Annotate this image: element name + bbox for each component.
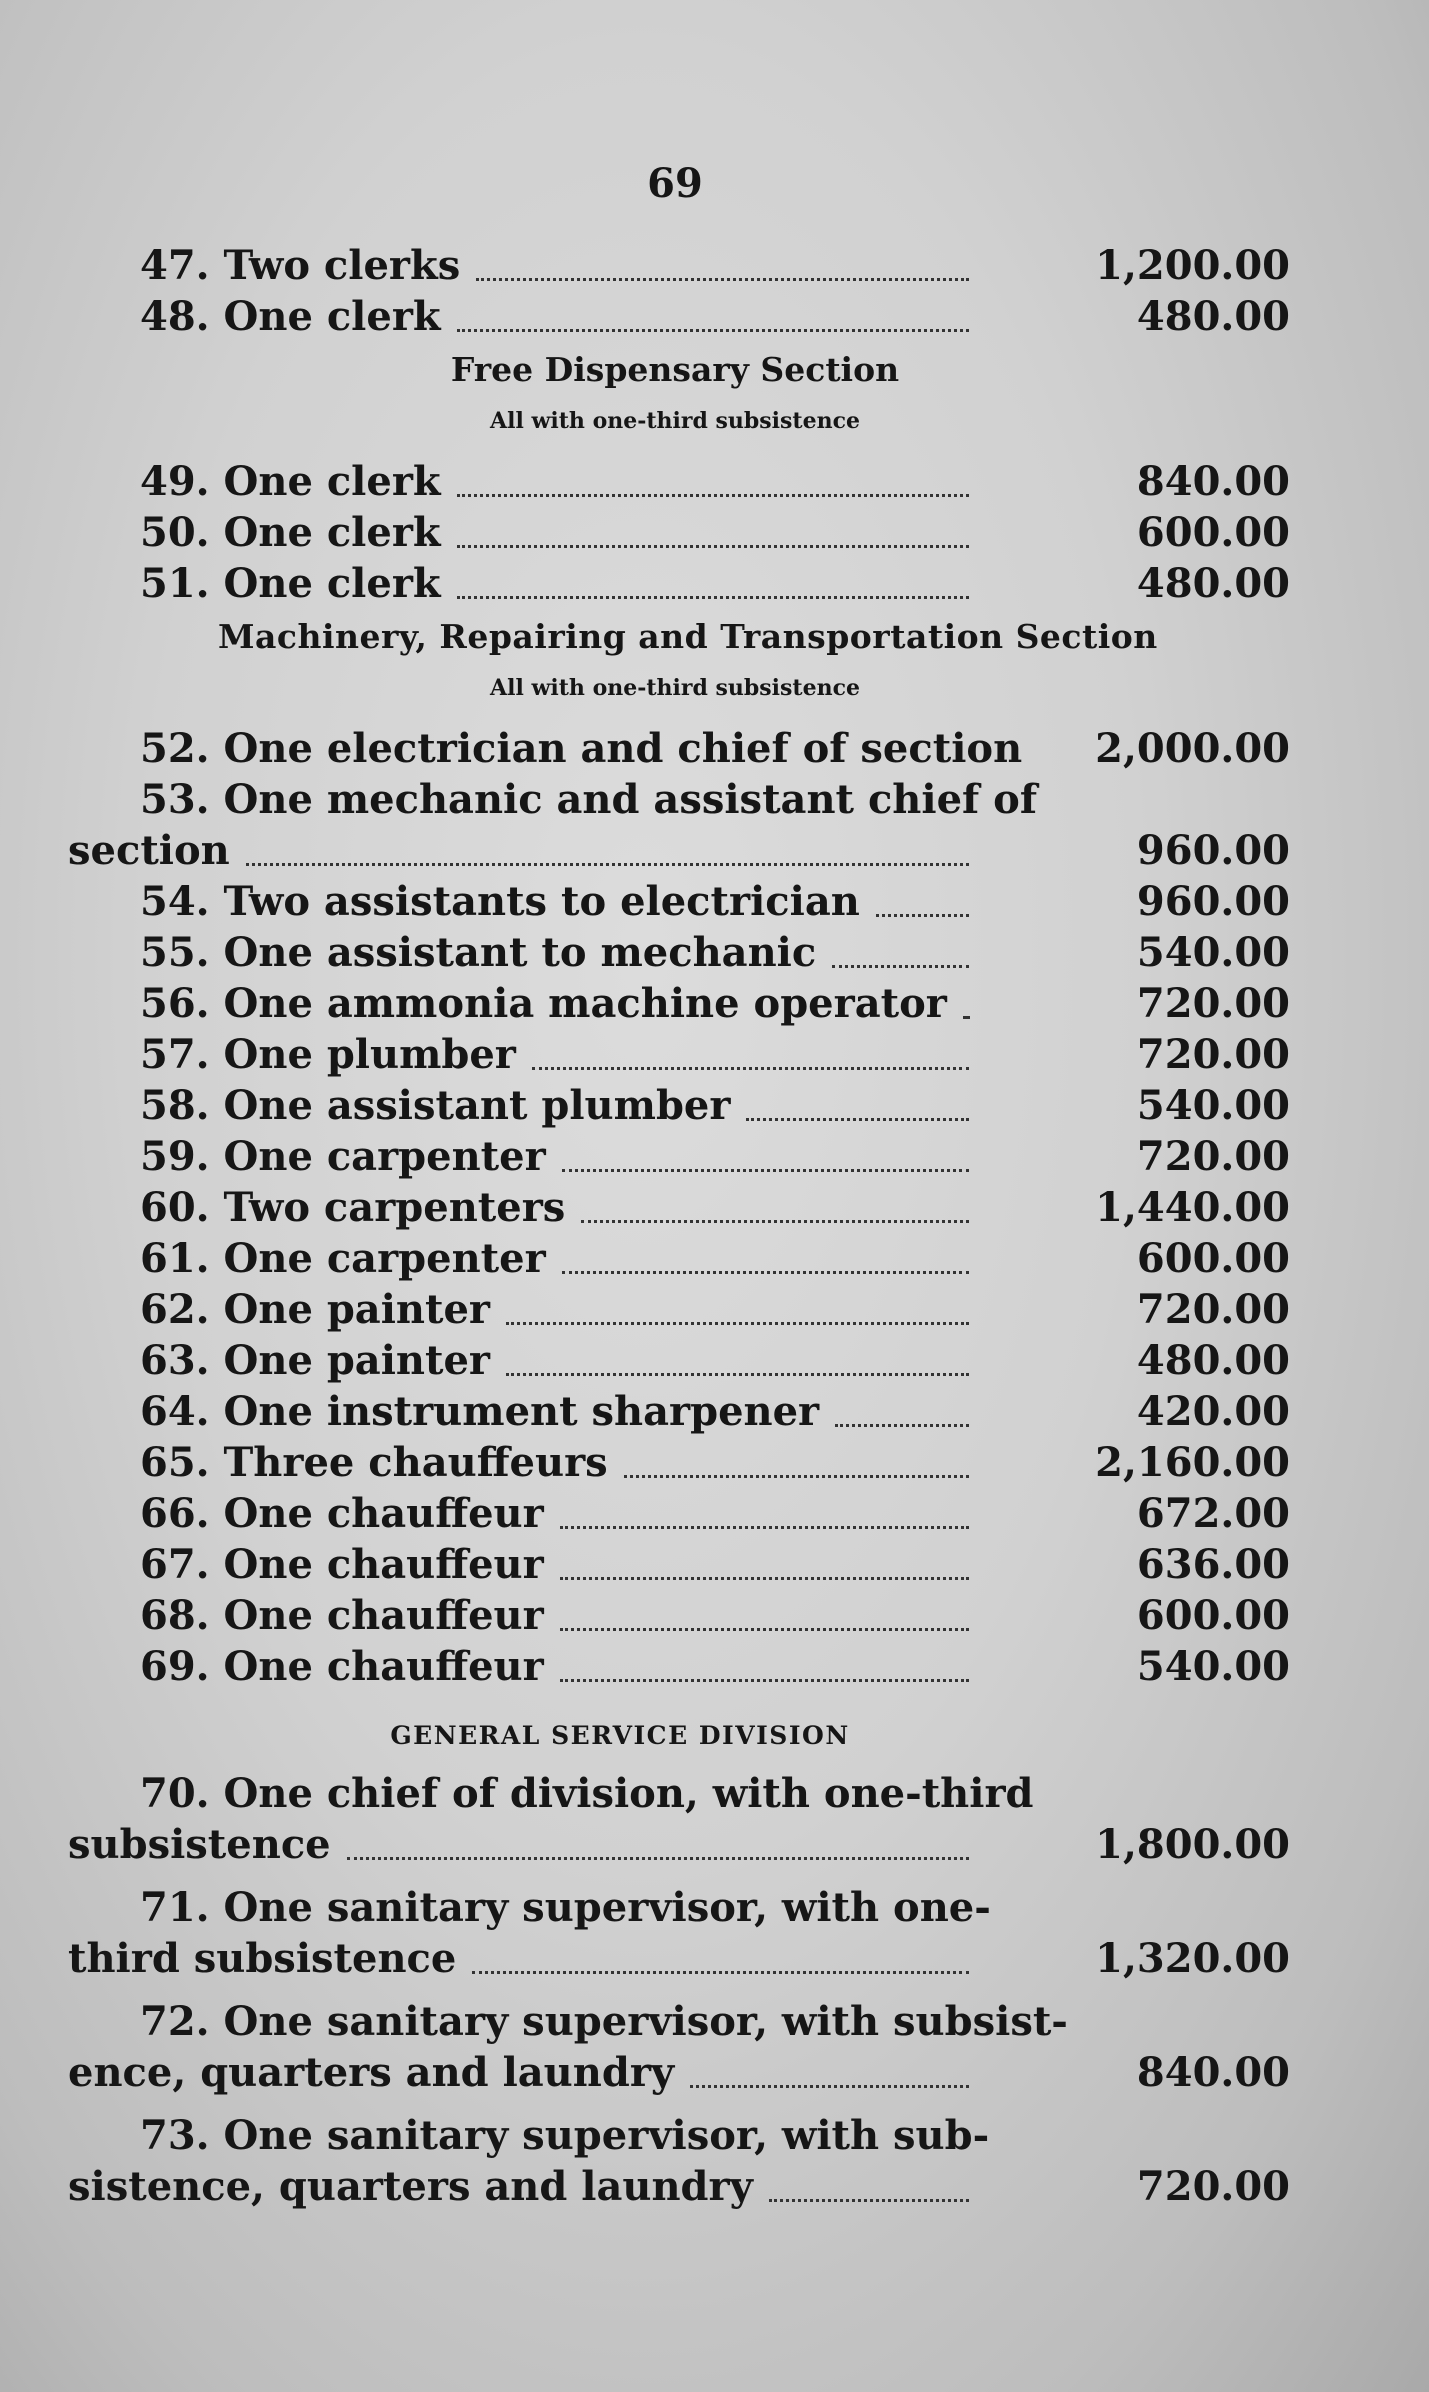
item-label: 63. One painter	[140, 1337, 490, 1384]
list-item	[0, 927, 1429, 978]
item-label: 69. One chauffeur	[140, 1643, 544, 1690]
item-amount: 600.00	[1136, 1592, 1290, 1639]
dot-leader	[347, 1857, 969, 1860]
dot-leader	[835, 1424, 969, 1427]
dot-leader	[560, 1526, 969, 1529]
item-amount: 540.00	[1136, 929, 1290, 976]
list-item	[0, 1182, 1429, 1233]
list-item	[0, 2161, 1429, 2212]
item-amount: 2,160.00	[1095, 1439, 1290, 1486]
list-item-line	[0, 1768, 1429, 1819]
list-item	[0, 1488, 1429, 1539]
list-item	[0, 1335, 1429, 1386]
item-label: 68. One chauffeur	[140, 1592, 544, 1639]
item-label: 48. One clerk	[140, 293, 441, 340]
list-item	[0, 558, 1429, 609]
dot-leader	[832, 965, 969, 968]
item-label: 53. One mechanic and assistant chief of	[140, 776, 1038, 823]
list-item	[0, 1386, 1429, 1437]
section-heading: Free Dispensary Section	[450, 350, 900, 389]
item-label: 50. One clerk	[140, 509, 441, 556]
item-label: 59. One carpenter	[140, 1133, 546, 1180]
list-item	[0, 1641, 1429, 1692]
dot-leader	[624, 1475, 969, 1478]
item-amount: 840.00	[1136, 2049, 1290, 2096]
section-subheading: All with one-third subsistence	[490, 408, 860, 434]
item-label: 72. One sanitary supervisor, with subsist-	[140, 1998, 1068, 2045]
list-item	[0, 1080, 1429, 1131]
list-item	[0, 456, 1429, 507]
dot-leader	[560, 1577, 969, 1580]
item-label: 51. One clerk	[140, 560, 441, 607]
item-label: 47. Two clerks	[140, 242, 461, 289]
list-item-line	[0, 774, 1429, 825]
list-item	[0, 1590, 1429, 1641]
item-amount: 720.00	[1136, 1286, 1290, 1333]
item-amount: 840.00	[1136, 458, 1290, 505]
dot-leader	[690, 2085, 969, 2088]
item-label: 56. One ammonia machine operator	[140, 980, 947, 1027]
section-heading: Machinery, Repairing and Transportation Section	[218, 617, 1158, 656]
list-item-line	[0, 1996, 1429, 2047]
dot-leader	[560, 1679, 969, 1682]
list-item	[0, 978, 1429, 1029]
item-amount: 600.00	[1136, 1235, 1290, 1282]
list-item	[0, 291, 1429, 342]
item-amount: 1,800.00	[1095, 1821, 1290, 1868]
list-item-line	[0, 1882, 1429, 1933]
item-label: 66. One chauffeur	[140, 1490, 544, 1537]
dot-leader	[472, 1971, 969, 1974]
dot-leader	[562, 1169, 969, 1172]
dot-leader	[560, 1628, 969, 1631]
dot-leader	[246, 863, 969, 866]
dot-leader	[532, 1067, 969, 1070]
list-item	[0, 2047, 1429, 2098]
dot-leader	[457, 596, 969, 599]
item-amount: 720.00	[1136, 980, 1290, 1027]
item-amount: 636.00	[1136, 1541, 1290, 1588]
appropriation-list	[0, 240, 1429, 2212]
list-item	[0, 1284, 1429, 1335]
item-amount: 420.00	[1136, 1388, 1290, 1435]
list-item	[0, 240, 1429, 291]
dot-leader	[457, 545, 969, 548]
list-item	[0, 1029, 1429, 1080]
item-amount: 1,200.00	[1095, 242, 1290, 289]
item-amount: 600.00	[1136, 509, 1290, 556]
dot-leader	[506, 1322, 969, 1325]
item-label-continued: sistence, quarters and laundry	[68, 2163, 753, 2210]
item-label: 52. One electrician and chief of section	[140, 725, 1023, 772]
item-amount: 1,320.00	[1095, 1935, 1290, 1982]
list-item	[0, 1539, 1429, 1590]
item-amount: 960.00	[1136, 827, 1290, 874]
item-label: 57. One plumber	[140, 1031, 516, 1078]
item-label: 58. One assistant plumber	[140, 1082, 731, 1129]
item-label: 67. One chauffeur	[140, 1541, 544, 1588]
list-item	[0, 1233, 1429, 1284]
list-item	[0, 876, 1429, 927]
list-item	[0, 507, 1429, 558]
item-amount: 720.00	[1136, 1031, 1290, 1078]
item-label: 54. Two assistants to electrician	[140, 878, 860, 925]
item-label: 70. One chief of division, with one-third	[140, 1770, 1034, 1817]
item-label: 61. One carpenter	[140, 1235, 546, 1282]
item-amount: 1,440.00	[1095, 1184, 1290, 1231]
item-label: 49. One clerk	[140, 458, 441, 505]
item-label: 62. One painter	[140, 1286, 490, 1333]
division-heading: GENERAL SERVICE DIVISION	[390, 1721, 850, 1750]
dot-leader	[963, 1016, 969, 1019]
list-item	[0, 1131, 1429, 1182]
item-amount: 960.00	[1136, 878, 1290, 925]
dot-leader	[506, 1373, 969, 1376]
dot-leader	[562, 1271, 969, 1274]
list-item	[0, 1819, 1429, 1870]
item-amount: 540.00	[1136, 1643, 1290, 1690]
item-label: 65. Three chauffeurs	[140, 1439, 608, 1486]
item-amount: 480.00	[1136, 293, 1290, 340]
list-item	[0, 723, 1429, 774]
item-label-continued: section	[68, 827, 230, 874]
item-label-continued: third subsistence	[68, 1935, 457, 1982]
item-amount: 720.00	[1136, 2163, 1290, 2210]
item-label: 71. One sanitary supervisor, with one-	[140, 1884, 991, 1931]
dot-leader	[746, 1118, 969, 1121]
item-amount: 480.00	[1136, 1337, 1290, 1384]
dot-leader	[876, 914, 969, 917]
item-label-continued: subsistence	[68, 1821, 331, 1868]
dot-leader	[581, 1220, 969, 1223]
item-label: 64. One instrument sharpener	[140, 1388, 820, 1435]
dot-leader	[457, 494, 969, 497]
item-label: 73. One sanitary supervisor, with sub-	[140, 2112, 990, 2159]
item-label: 55. One assistant to mechanic	[140, 929, 817, 976]
dot-leader	[476, 278, 969, 281]
list-item	[0, 1437, 1429, 1488]
list-item-line	[0, 2110, 1429, 2161]
item-label: 60. Two carpenters	[140, 1184, 566, 1231]
dot-leader	[457, 329, 969, 332]
item-amount: 672.00	[1136, 1490, 1290, 1537]
page-number: 69	[647, 160, 703, 207]
section-subheading: All with one-third subsistence	[490, 675, 860, 701]
item-amount: 2,000.00	[1095, 725, 1290, 772]
list-item	[0, 1933, 1429, 1984]
list-item	[0, 825, 1429, 876]
item-amount: 540.00	[1136, 1082, 1290, 1129]
dot-leader	[769, 2199, 969, 2202]
item-label-continued: ence, quarters and laundry	[68, 2049, 675, 2096]
item-amount: 720.00	[1136, 1133, 1290, 1180]
item-amount: 480.00	[1136, 560, 1290, 607]
